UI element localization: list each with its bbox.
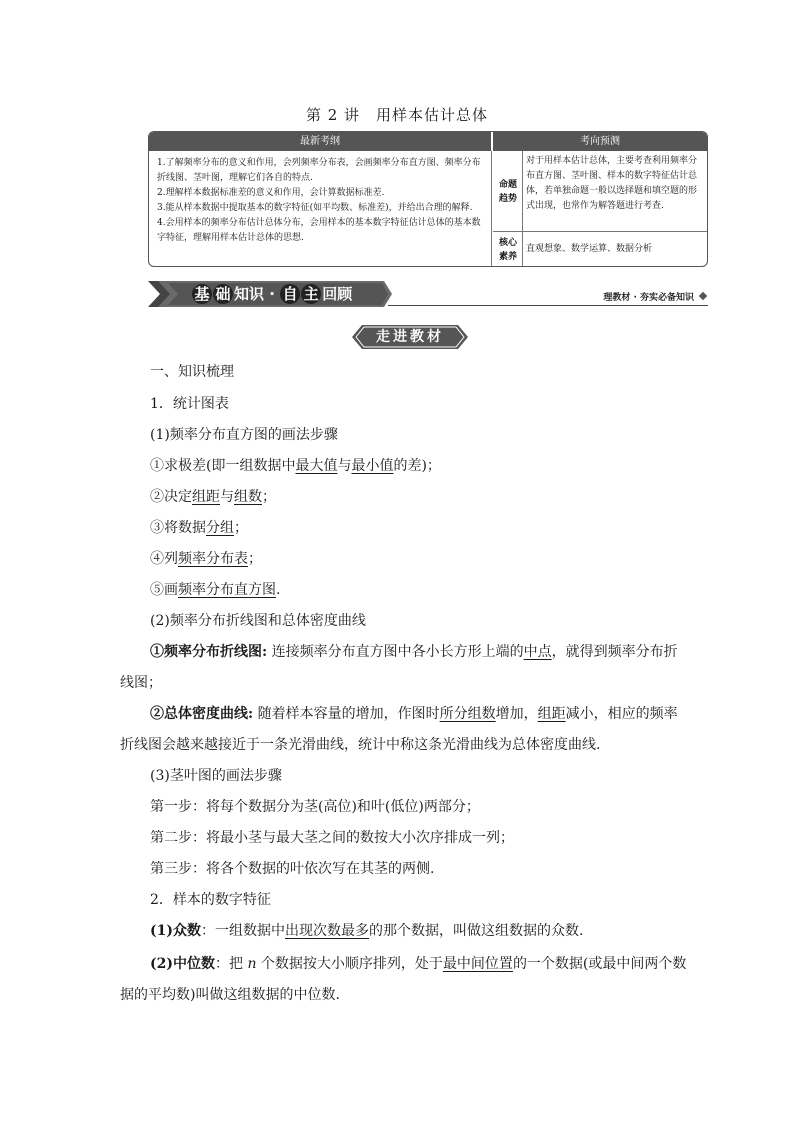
outline-label-divider bbox=[522, 151, 523, 266]
page-title: 第 2 讲 用样本估计总体 bbox=[305, 106, 489, 124]
outline-row-divider bbox=[493, 231, 707, 232]
paragraph-line: (2)中位数：把 n 个数据按大小顺序排列，处于最中间位置的一个数据(或最中间两个数 bbox=[150, 956, 687, 972]
core-text: 直观想象、数学运算、数据分析 bbox=[526, 244, 653, 254]
trend-label: 命题 趋势 bbox=[498, 180, 517, 204]
core-label: 核心 素养 bbox=[498, 238, 517, 262]
requirement-item: 1.了解频率分布的意义和作用，会列频率分布表，会画频率分布直方图、频率分布折线图、茎叶图，理解它们各自的特点. bbox=[157, 158, 481, 183]
section-banner bbox=[148, 281, 708, 307]
subsubsection-heading: (3)茎叶图的画法步骤 bbox=[150, 768, 282, 784]
requirement-item: 2.理解样本数据标准差的意义和作用，会计算数据标准差. bbox=[157, 188, 385, 198]
trend-text: 对于用样本估计总体，主要考查利用频率分布直方图、茎叶图、样本的数字特征估计总体，若单独命题一般以选择题和填空题的形式出现，也常作为解答题进行考查. bbox=[526, 156, 698, 211]
paragraph-line: ②总体密度曲线: 随着样本容量的增加，作图时所分组数增加，组距减小，相应的频率 bbox=[150, 706, 678, 722]
subsubsection-heading: (1)频率分布直方图的画法步骤 bbox=[150, 427, 338, 443]
step-line: ①求极差(即一组数据中最大值与最小值的差)； bbox=[150, 458, 441, 474]
step-line: ②决定组距与组数； bbox=[150, 489, 276, 505]
paragraph-line: 据的平均数)叫做这组数据的中位数. bbox=[120, 987, 340, 1003]
paragraph-line: ①频率分布折线图: 连接频率分布直方图中各小长方形上端的中点，就得到频率分布折 bbox=[150, 644, 678, 660]
tag-label: 走进教材 bbox=[376, 329, 444, 345]
requirement-item: 4.会用样本的频率分布估计总体分布，会用样本的基本数字特征估计总体的基本数字特征，理解用样本估计总体的思想. bbox=[157, 218, 481, 243]
step-line: 第一步：将每个数据分为茎(高位)和叶(低位)两部分； bbox=[150, 799, 480, 815]
paragraph-line: (1)众数：一组数据中出现次数最多的那个数据，叫做这组数据的众数. bbox=[150, 923, 584, 939]
paragraph-line: 线图； bbox=[120, 675, 162, 691]
paragraph-line: 折线图会越来越接近于一条光滑曲线，统计中称这条光滑曲线为总体密度曲线. bbox=[120, 737, 601, 753]
requirement-item: 3.能从样本数据中提取基本的数字特征(如平均数、标准差)，并给出合理的解释. bbox=[157, 203, 473, 213]
banner-title: 基 础 知识 · 自 主 回顾 bbox=[192, 284, 352, 304]
outline-divider bbox=[491, 151, 492, 266]
outline-table bbox=[148, 131, 708, 267]
outline-header-left: 最新考纲 bbox=[149, 132, 491, 151]
step-line: 第三步：将各个数据的叶依次写在其茎的两侧. bbox=[150, 861, 435, 877]
banner-subtitle: 理教材 · 夯实必备知识 bbox=[603, 293, 694, 303]
step-line: ④列频率分布表； bbox=[150, 551, 262, 567]
outline-header-right: 考向预测 bbox=[493, 132, 707, 151]
subsection-heading: 2．样本的数字特征 bbox=[150, 892, 271, 908]
subsubsection-heading: (2)频率分布折线图和总体密度曲线 bbox=[150, 613, 366, 629]
section-tag bbox=[352, 325, 468, 349]
diamond-icon bbox=[699, 292, 707, 300]
subsection-heading: 1．统计图表 bbox=[150, 396, 229, 412]
step-line: ⑤画频率分布直方图. bbox=[150, 582, 281, 598]
banner-rule bbox=[388, 305, 708, 306]
step-line: 第二步：将最小茎与最大茎之间的数按大小次序排成一列； bbox=[150, 830, 514, 846]
requirements-list bbox=[157, 156, 487, 246]
section-heading: 一、知识梳理 bbox=[150, 364, 234, 380]
step-line: ③将数据分组； bbox=[150, 520, 248, 536]
